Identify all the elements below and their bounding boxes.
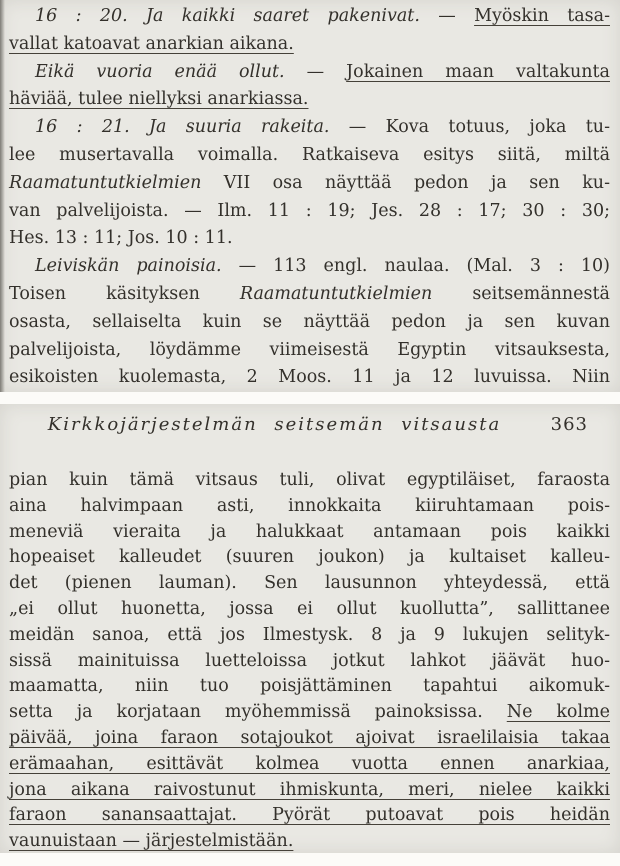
text-segment: — xyxy=(419,6,475,26)
text-segment: Leiviskän painoisia. xyxy=(35,256,222,277)
text-segment: VII osa näyttää pedon ja sen ku- xyxy=(201,172,610,193)
text-line xyxy=(9,198,610,226)
text-segment: palvelijoista, löydämme viimeisestä Egyptin vitsauksesta, xyxy=(9,339,610,360)
text-segment: osasta, sellaiselta kuin se näyttää pedon ja sen kuvan xyxy=(9,311,610,332)
text-segment: pian kuin tämä vitsaus tuli, olivat egyptiläiset, faraosta xyxy=(9,470,610,490)
text-segment: jona aikana raivostunut ihmiskunta, meri, nielee kaikki xyxy=(9,779,610,800)
text-line xyxy=(9,281,610,309)
text-line xyxy=(9,597,610,623)
text-segment: Raamatuntutkielmien xyxy=(9,172,202,193)
text-line xyxy=(9,623,610,649)
text-segment: vaunuistaan — järjestelmistään. xyxy=(9,831,294,852)
text-segment: Toisen käsityksen xyxy=(9,283,240,304)
text-segment: esikoisten kuolemasta, 2 Moos. 11 ja 12 luvuissa. Niin xyxy=(9,367,610,388)
text-line xyxy=(9,726,610,752)
text-segment: sissä mainituissa luetteloissa jotkut lahkot jäävät huo- xyxy=(9,650,610,671)
text-segment: — Kova totuus, joka tu- xyxy=(329,117,610,138)
text-segment: Hes. 13 : 11; Jos. 10 : 11. xyxy=(9,228,233,249)
text-line xyxy=(9,142,610,170)
text-segment: meidän sanoa, että jos Ilmestysk. 8 ja 9 lukujen selityk- xyxy=(9,624,610,645)
page-bottom-text xyxy=(9,468,610,855)
text-segment: 16 : 20. Ja kaikki saaret pakenivat. xyxy=(35,6,420,26)
text-line xyxy=(9,337,610,365)
text-segment: meneviä vieraita ja halukkaat antamaan pois kaikki xyxy=(9,521,610,542)
page-top-text xyxy=(9,3,610,392)
text-segment: hopeaiset kalleudet (suuren joukon) ja kultaiset kalleu- xyxy=(9,547,610,568)
text-segment: lee musertavalla voimalla. Ratkaiseva esitys siitä, miltä xyxy=(9,144,610,165)
text-line xyxy=(9,225,610,253)
text-segment: Eikä vuoria enää ollut. xyxy=(35,61,285,82)
text-line xyxy=(9,253,610,281)
text-line xyxy=(9,649,610,675)
text-line xyxy=(9,752,610,778)
text-line xyxy=(9,31,610,59)
text-segment: päivää, joina faraon sotajoukot ajoivat israelilaisia takaa xyxy=(9,727,610,748)
text-segment: vallat katoavat anarkian aikana. xyxy=(9,33,294,54)
gutter-shadow xyxy=(0,0,5,392)
text-line xyxy=(9,803,610,829)
text-line xyxy=(9,545,610,571)
text-line xyxy=(9,59,610,87)
page-separator xyxy=(0,392,620,404)
text-segment: Myöskin tasa- xyxy=(474,6,610,26)
text-line xyxy=(9,86,610,114)
text-segment: häviää, tulee niellyksi anarkiassa. xyxy=(9,89,309,110)
text-line xyxy=(9,829,610,855)
text-line xyxy=(9,114,610,142)
text-line xyxy=(9,170,610,198)
text-segment: maamatta, niin tuo poisjättäminen tapahtui aikomuk- xyxy=(9,676,610,697)
text-segment: faraon sanansaattajat. Pyörät putoavat pois heidän xyxy=(9,805,610,826)
text-segment: Ne kolme xyxy=(506,702,611,723)
text-line xyxy=(9,700,610,726)
text-line xyxy=(9,571,610,597)
running-header xyxy=(9,414,610,440)
text-segment: erämaahan, esittävät kolmea vuotta ennen anarkiaa, xyxy=(9,753,610,774)
text-segment: — xyxy=(284,61,347,82)
text-segment: van palvelijoista. — Ilm. 11 : 19; Jes. 28 : 17; 30 : 30; xyxy=(9,200,610,221)
page-top-section xyxy=(0,0,620,392)
text-segment: aina halvimpaan asti, innokkaita kiiruhtamaan pois- xyxy=(9,495,610,516)
text-segment: det (pienen lauman). Sen lausunnon yhteydessä, että xyxy=(9,573,610,594)
text-segment: seitsemännestä xyxy=(432,283,610,304)
running-header-title: Kirkkojärjestelmän seitsemän vitsausta xyxy=(47,414,502,435)
page-number: 363 xyxy=(550,414,588,435)
text-line xyxy=(9,674,610,700)
text-line xyxy=(9,3,610,31)
text-segment: „ei ollut huonetta, jossa ei ollut kuollutta”, sallittanee xyxy=(9,598,610,619)
text-segment: Jokainen maan valtakunta xyxy=(346,61,610,82)
text-segment: 16 : 21. Ja suuria rakeita. xyxy=(35,117,330,138)
text-line xyxy=(9,520,610,546)
text-line xyxy=(9,309,610,337)
text-line xyxy=(9,494,610,520)
page-bottom-section xyxy=(0,404,620,853)
text-line xyxy=(9,364,610,392)
text-segment: Raamatuntutkielmien xyxy=(239,283,433,304)
text-segment: setta ja korjataan myöhemmissä painoksissa. xyxy=(9,702,507,723)
text-line xyxy=(9,778,610,804)
text-segment: — 113 engl. naulaa. (Mal. 3 : 10) xyxy=(221,256,611,277)
text-line xyxy=(9,468,610,494)
